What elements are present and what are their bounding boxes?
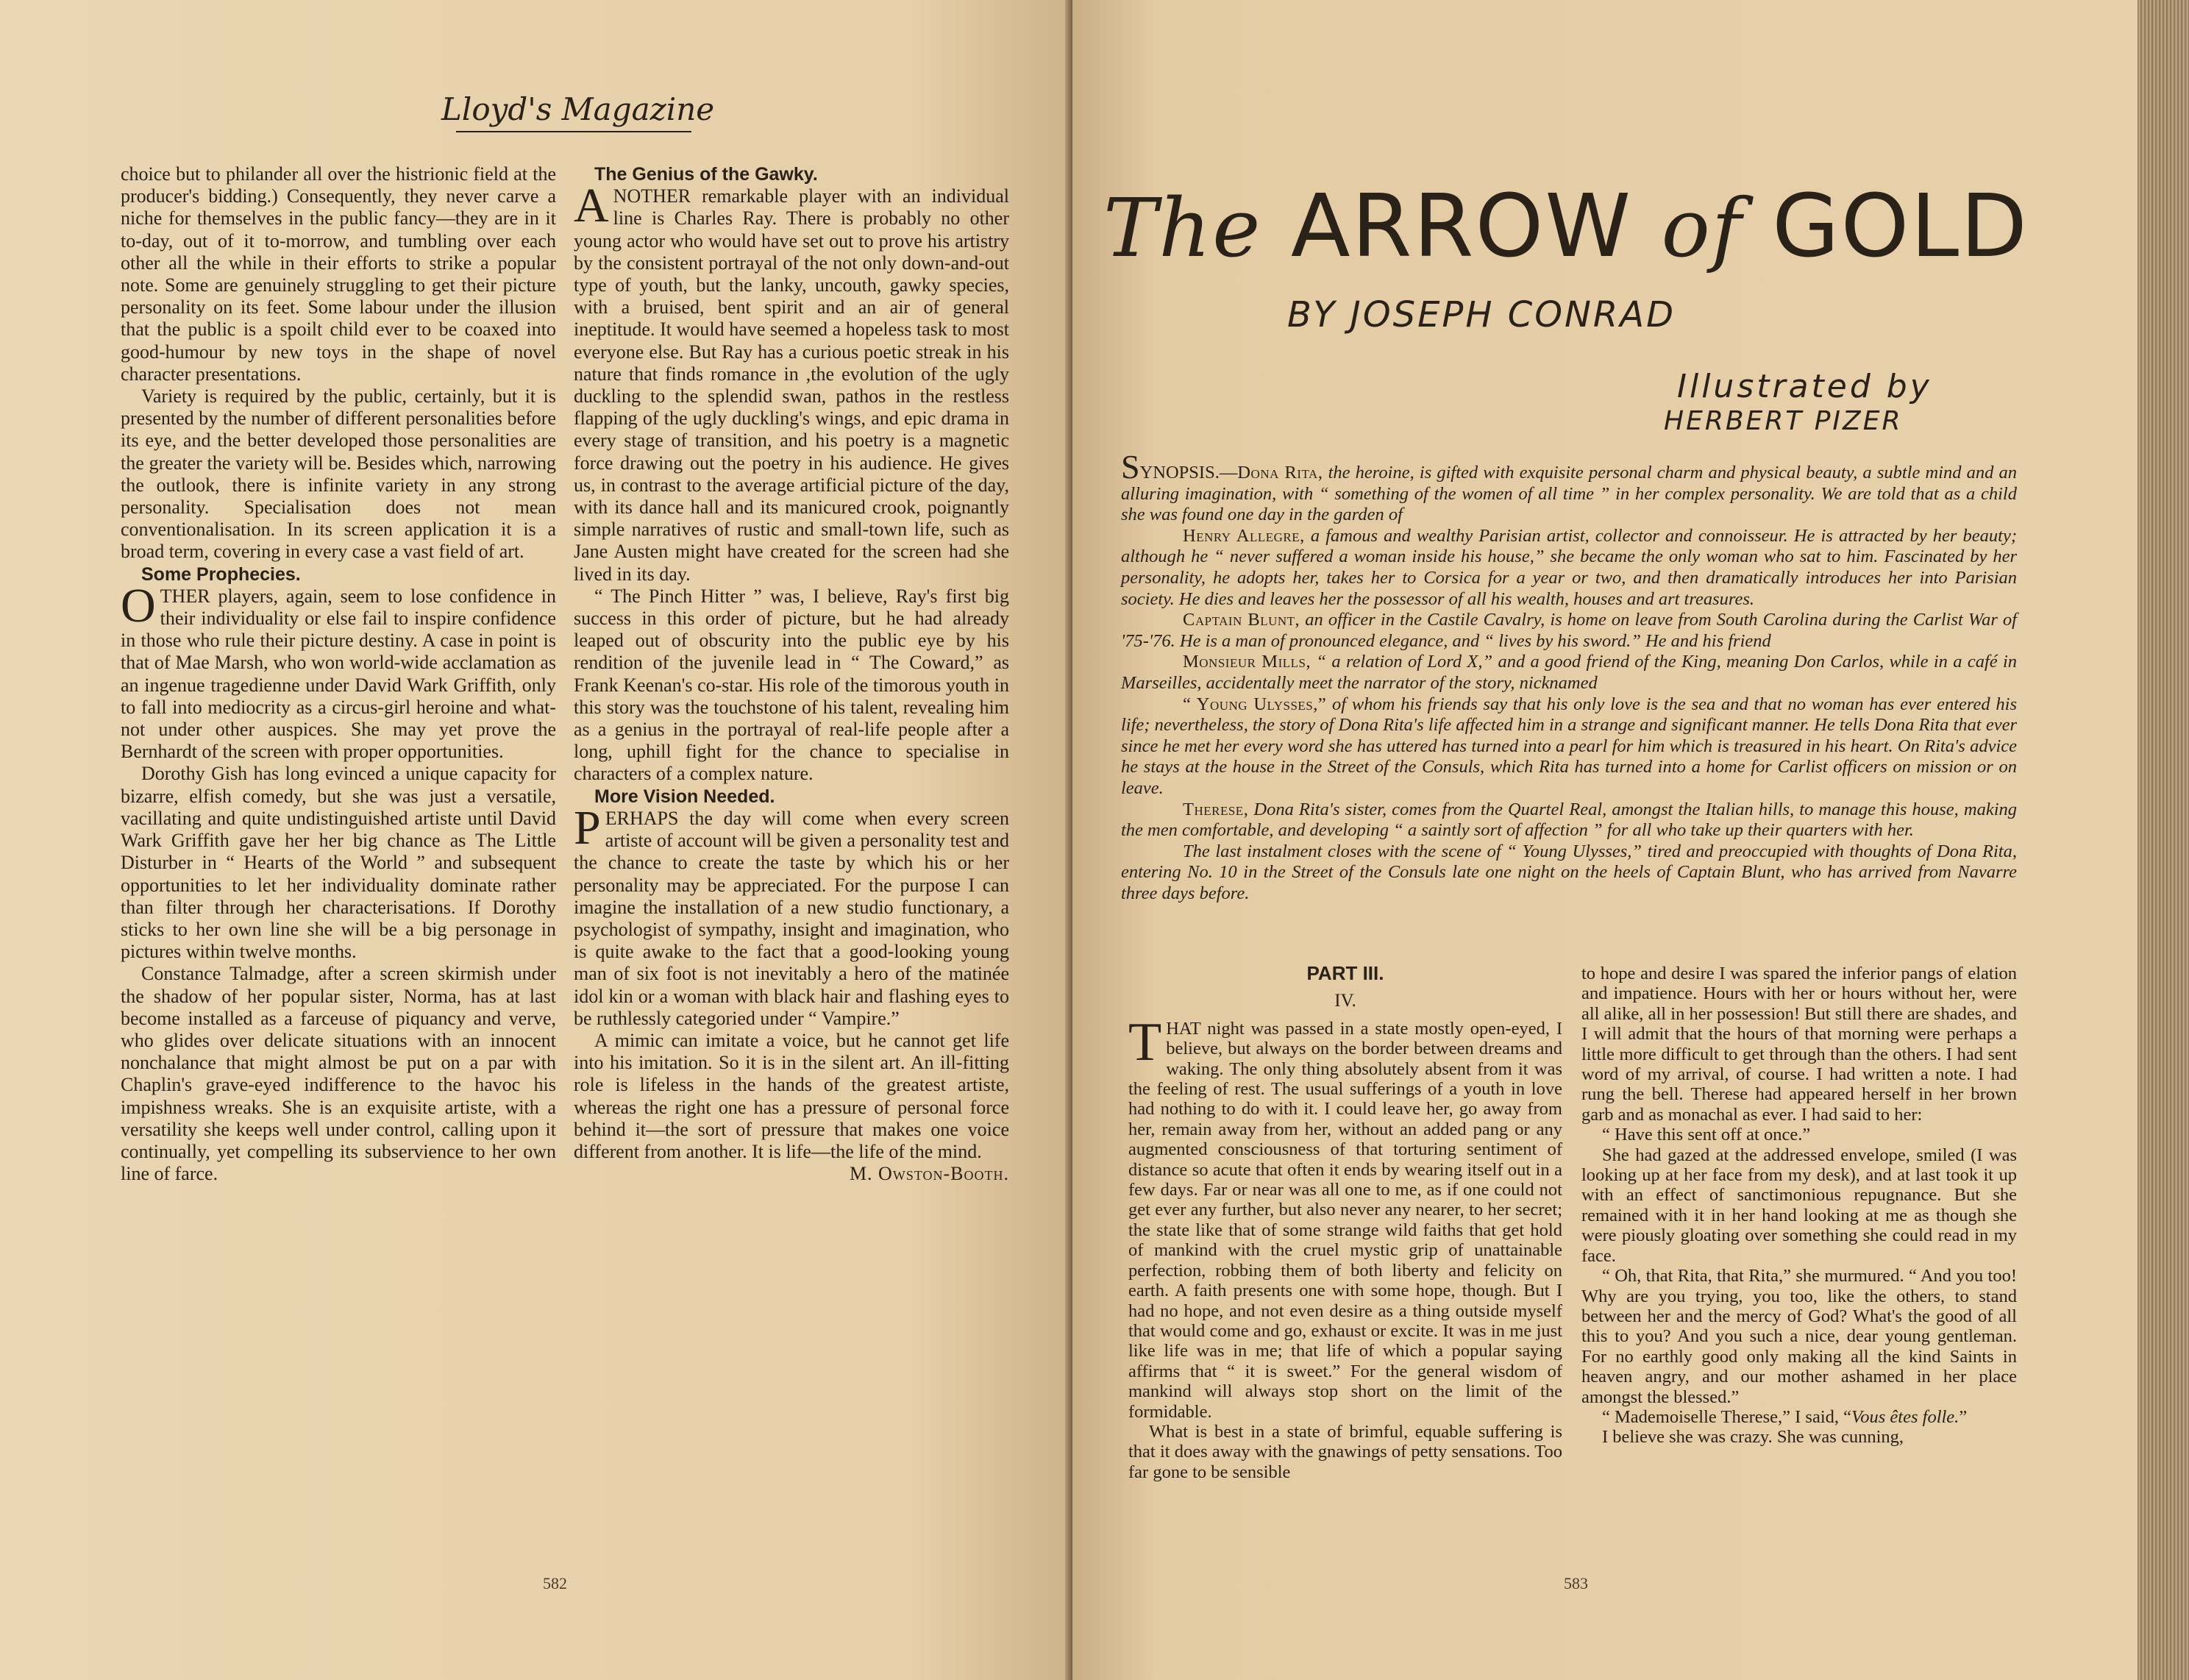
paragraph-dropcap [574, 179, 1009, 585]
story-title [1103, 175, 2029, 277]
page-number: 582 [543, 1574, 567, 1592]
paragraph [1581, 1407, 2017, 1427]
section-heading: Some Prophecies. [141, 563, 301, 585]
book-page-edges [2138, 0, 2189, 1680]
story-column-2 [1581, 964, 2017, 1448]
paragraph-text: NOTHER remarkable player with an individual line is Charles Ray. There is probably no other young actor who would have set out to prove his artistry by the consistent portrayal of the not only down-and-out type of youth, but the lanky, uncouth, gawky species, with a bruised, bent spirit and an air of general ineptitude. It would have seemed a hopeless task to most everyone else. But Ray has a curious poetic streak in his nature that finds romance in ,the evolution of the ugly duckling to the splendid swan, pathos in the restless flapping of the ugly duckling's wings, and epic drama in every stage of transition, and his poetry is a magnetic force drawing out the poetry in his audience. He gives us, in contrast to the average artificial picture of the day, with its dance hall and its manicured crook, poignantly simple narratives of rustic and small-town life, such as Jane Austen might have created for the screen had she lived in its day. [574, 185, 1009, 585]
paragraph: A mimic can imitate a voice, but he cannot get life into his imitation. So it is in the silent art. An ill-fitting role is lifeless in the hands of the greatest artiste, whereas the right one has a pressure of personal force behind it—the sort of pressure that makes one voice different from another. It is life—the life of the mind. [574, 1029, 1009, 1162]
page-number: 583 [1564, 1574, 1588, 1592]
title-arrow: ARROW [1290, 175, 1633, 277]
synopsis-text: an officer in the Castile Cavalry, is home on leave from South Carolina during the Carlist War of '75-'76. He is a man of pronounced elegance, and “ lives by his sword.” He and his friend [1121, 610, 2017, 651]
paragraph: choice but to philander all over the histrionic field at the producer's bidding.) Consequently, they never carve a niche for themselves in the public fancy—they are in it to-day, out of it to-morrow, and tumbling over each other all the while in their efforts to strike a popular note. Some are genuinely struggling to get their picture personality on its feet. Some labour under the illusion that the public is a spoilt child ever to be coaxed into good-humour by new toys in the shape of novel character presentations. [121, 163, 556, 385]
character-name: Dona Rita, [1237, 463, 1323, 483]
paragraph-dropcap [574, 800, 1009, 1030]
left-column-1 [121, 163, 556, 1185]
synopsis-paragraph: The last instalment closes with the scene of “ Young Ulysses,” tired and preoccupied with thoughts of Dona Rita, entering No. 10 in the Street of the Consuls late one night on the heels of Captain Blunt, who has arrived from Navarre three days before. [1121, 841, 2017, 903]
illustrated-by: Illustrated by [1677, 368, 1932, 405]
title-the: The [1103, 181, 1262, 275]
paragraph: “ Have this sent off at once.” [1602, 1125, 1811, 1145]
paragraph-dropcap [121, 578, 556, 764]
character-name: Monsieur Mills, [1183, 652, 1311, 672]
paragraph: I believe she was crazy. She was cunning, [1602, 1427, 1904, 1448]
left-page [0, 0, 1072, 1680]
synopsis-text: of whom his friends say that his only love is the sea and that no woman has ever entered his life; nevertheless, the story of Dona Rita's life affected him in a strange and significant manner. He tells Dona Rita that ever since he met her every word she has uttered has turned into a pearl for him which is treasured in his heart. On Rita's advice he stays at the house in the Street of the Consuls, which Rita has turned into a home for Carlist officers on mission or on leave. [1121, 694, 2018, 798]
part-heading: PART III. [1306, 962, 1384, 984]
illustrator-name: HERBERT PIZER [1664, 406, 1903, 436]
character-name: Henry Allegre, [1183, 525, 1305, 546]
paragraph: What is best in a state of brimful, equable suffering is that it does away with the gnawings of petty sensations. Too far gone to be sensible [1128, 1421, 1562, 1482]
author-byline: BY JOSEPH CONRAD [1287, 294, 1676, 335]
section-heading: More Vision Needed. [594, 786, 775, 807]
story-column-1 [1128, 964, 1562, 1482]
character-name: Therese, [1183, 799, 1249, 819]
synopsis-paragraph [1121, 526, 2017, 610]
paragraph-text: HAT night was passed in a state mostly open-eyed, I believe, but always on the border between dreams and waking. The only thing absolutely absent from it was the feeling of rest. The usual sufferings of a youth in love had nothing to do with it. I could leave her, go away from her, remain away from her, without an added pang or any augmented consciousness of that torturing sentiment of distance so acute that often it ends by wearing itself out in a few days. Far or near was all one to me, as if one could not get ever any further, but also never any nearer, to her secret; the state like that of some strange wild faiths that get hold of mankind with the cruel mystic grip of unattainable perfection, robbing them of both liberty and felicity on earth. A faith presents one with some hope, though. But I had no hope, and not even desire as a thing outside myself that would come and go, exhaust or excite. It was in me just like life was in me; that life of which a popular saying affirms that “ it is sweet.” For the general wisdom of mankind will always stop short on the limit of the formidable. [1128, 1018, 1562, 1422]
paragraph-dropcap [1128, 1011, 1562, 1422]
masthead-underline [456, 131, 691, 132]
synopsis-paragraph [1121, 800, 2017, 841]
synopsis-paragraph [1121, 652, 2017, 694]
synopsis-paragraph [1121, 610, 2017, 652]
synopsis-text: a famous and wealthy Parisian artist, collector and connoisseur. He is attracted by her beauty; although he “ never suffered a woman inside his house,” she became the only woman who sat to him. Fascinated by her personality, he adopts her, takes her to Corsica for a year or two, and then dramatically introduces her into Parisian society. He dies and leaves her the possessor of all his wealth, houses and art treasures. [1121, 525, 2017, 609]
drop-cap: A [574, 179, 609, 233]
title-of: of [1661, 181, 1743, 275]
paragraph-text: THER players, again, seem to lose confidence in their individuality or else fail to inspire confidence in those who rule their picture destiny. A case in point is that of Mae Marsh, who won world-wide acclamation as an ingenue tragedienne under David Wark Griffith, only to fall into mediocrity as a circus-girl heroine and what-not under other auspices. She may yet prove the Bernhardt of the screen with proper opportunities. [121, 585, 556, 763]
synopsis-text: Dona Rita's sister, comes from the Quartel Real, amongst the Italian hills, to manage this house, making the men comfortable, and developing “ a saintly sort of affection ” for all who take up their quarters with her. [1121, 799, 2017, 841]
character-name: “ Young Ulysses,” [1183, 694, 1327, 714]
author-signature: M. Owston-Booth. [849, 1163, 1009, 1185]
french-phrase: Vous êtes folle. [1851, 1406, 1960, 1427]
drop-cap: O [121, 578, 156, 633]
left-column-2 [574, 163, 1009, 1185]
synopsis-paragraph [1121, 694, 2017, 800]
drop-cap: P [574, 800, 601, 855]
paragraph-text: ERHAPS the day will come when every screen artiste of account will be given a personality test and the chance to create the taste by which his or her personality may be appreciated. For the purpose I can imagine the installation of a new studio functionary, a psychologist of sympathy, insight and imagination, who is quite awake to the fact that a good-looking young man of six foot is not inevitably a hero of the matinée idol kin or a woman with black hair and flashing eyes to be ruthlessly categoried under “ Vampire.” [574, 807, 1009, 1029]
masthead: Lloyd's Magazine [441, 91, 715, 127]
title-gold: GOLD [1772, 175, 2029, 277]
drop-cap: T [1128, 1011, 1162, 1072]
synopsis-text: the heroine, is gifted with exquisite personal charm and physical beauty, a subtle mind and an alluring imagination, with “ something of the women of all time ” in her complex personality. We are told that as a child she was found one day in the garden of [1121, 463, 2018, 525]
paragraph: Constance Talmadge, after a screen skirmish under the shadow of her popular sister, Norma, has at last become installed as a farceuse of piquancy and verve, who glides over delicate situations with an innocent nonchalance that might almost be put on a par with Chaplin's grave-eyed indifference to the havoc his impishness wreaks. She is an exquisite artiste, with a versatility she keeps well under control, calling upon it continually, yet compelling its subservience to her own line of farce. [121, 963, 556, 1185]
section-heading: The Genius of the Gawky. [594, 164, 818, 185]
synopsis-text: “ a relation of Lord X,” and a good friend of the King, meaning Don Carlos, while in a café in Marseilles, accidentally meet the narrator of the story, nicknamed [1121, 652, 2018, 693]
paragraph-text: “ Mademoiselle Therese,” I said, “ [1602, 1406, 1852, 1427]
drop-cap: S [1121, 448, 1140, 485]
paragraph: “ Oh, that Rita, that Rita,” she murmured. “ And you too! Why are you trying, you too, like the others, to stand between her and the mercy of God? What's the good of all this to you? And you such a nice, dear young gentleman. For no earthly good only making all the kind Saints in heaven angry, and our mother ashamed in her place amongst the blessed.” [1581, 1266, 2017, 1407]
paragraph: Variety is required by the public, certainly, but it is presented by the number of different personalities before its eye, and the better developed those personalities are the greater the variety will be. Besides which, narrowing the outlook, there is infinite variety in any strong personality. Specialisation does not mean conventionalisation. In its screen application it is a broad term, covering in every case a vast field of art. [121, 385, 556, 563]
character-name: Captain Blunt, [1183, 610, 1300, 630]
synopsis-label: YNOPSIS.— [1139, 463, 1238, 483]
chapter-heading: IV. [1334, 991, 1356, 1011]
paragraph: Dorothy Gish has long evinced a unique capacity for bizarre, elfish comedy, but she was just a versatile, vacillating and quite undistinguished artiste until David Wark Griffith gave her her big chance as The Little Disturber in “ Hearts of the World ” and subsequent opportunities to let her individuality dominate rather than filter through her characterisations. If Dorothy sticks to her own line she will be a big personage in pictures within twelve months. [121, 763, 556, 963]
paragraph: “ The Pinch Hitter ” was, I believe, Ray's first big success in this order of picture, but he had already leaped out of obscurity into the public eye by his rendition of the juvenile lead in “ The Coward,” as Frank Keenan's co-star. His role of the timorous youth in this story was the touchstone of his talent, revealing him as a genius in the portrayal of real-life people after a long, uphill fight for the chance to specialise in characters of a complex nature. [574, 585, 1009, 785]
paragraph-text: ” [1959, 1406, 1968, 1427]
paragraph: to hope and desire I was spared the inferior pangs of elation and impatience. Hours with her or hours without her, were all alike, all in her possession! But still there are shades, and I will admit that the hours of that morning were perhaps a little more difficult to get through than the others. I had sent word of my arrival, of course. I had written a note. I had rung the bell. Therese had appeared herself in her brown garb and as monachal as ever. I had said to her: [1581, 964, 2017, 1125]
synopsis-paragraph [1121, 448, 2018, 526]
paragraph: She had gazed at the addressed envelope, smiled (I was looking up at her face from my desk), and at last took it up with an effect of sanctimonious repugnance. But she remained with it in her hand looking at me as though she were piously gloating over something she could read in my face. [1581, 1145, 2017, 1266]
synopsis [1121, 448, 2018, 904]
